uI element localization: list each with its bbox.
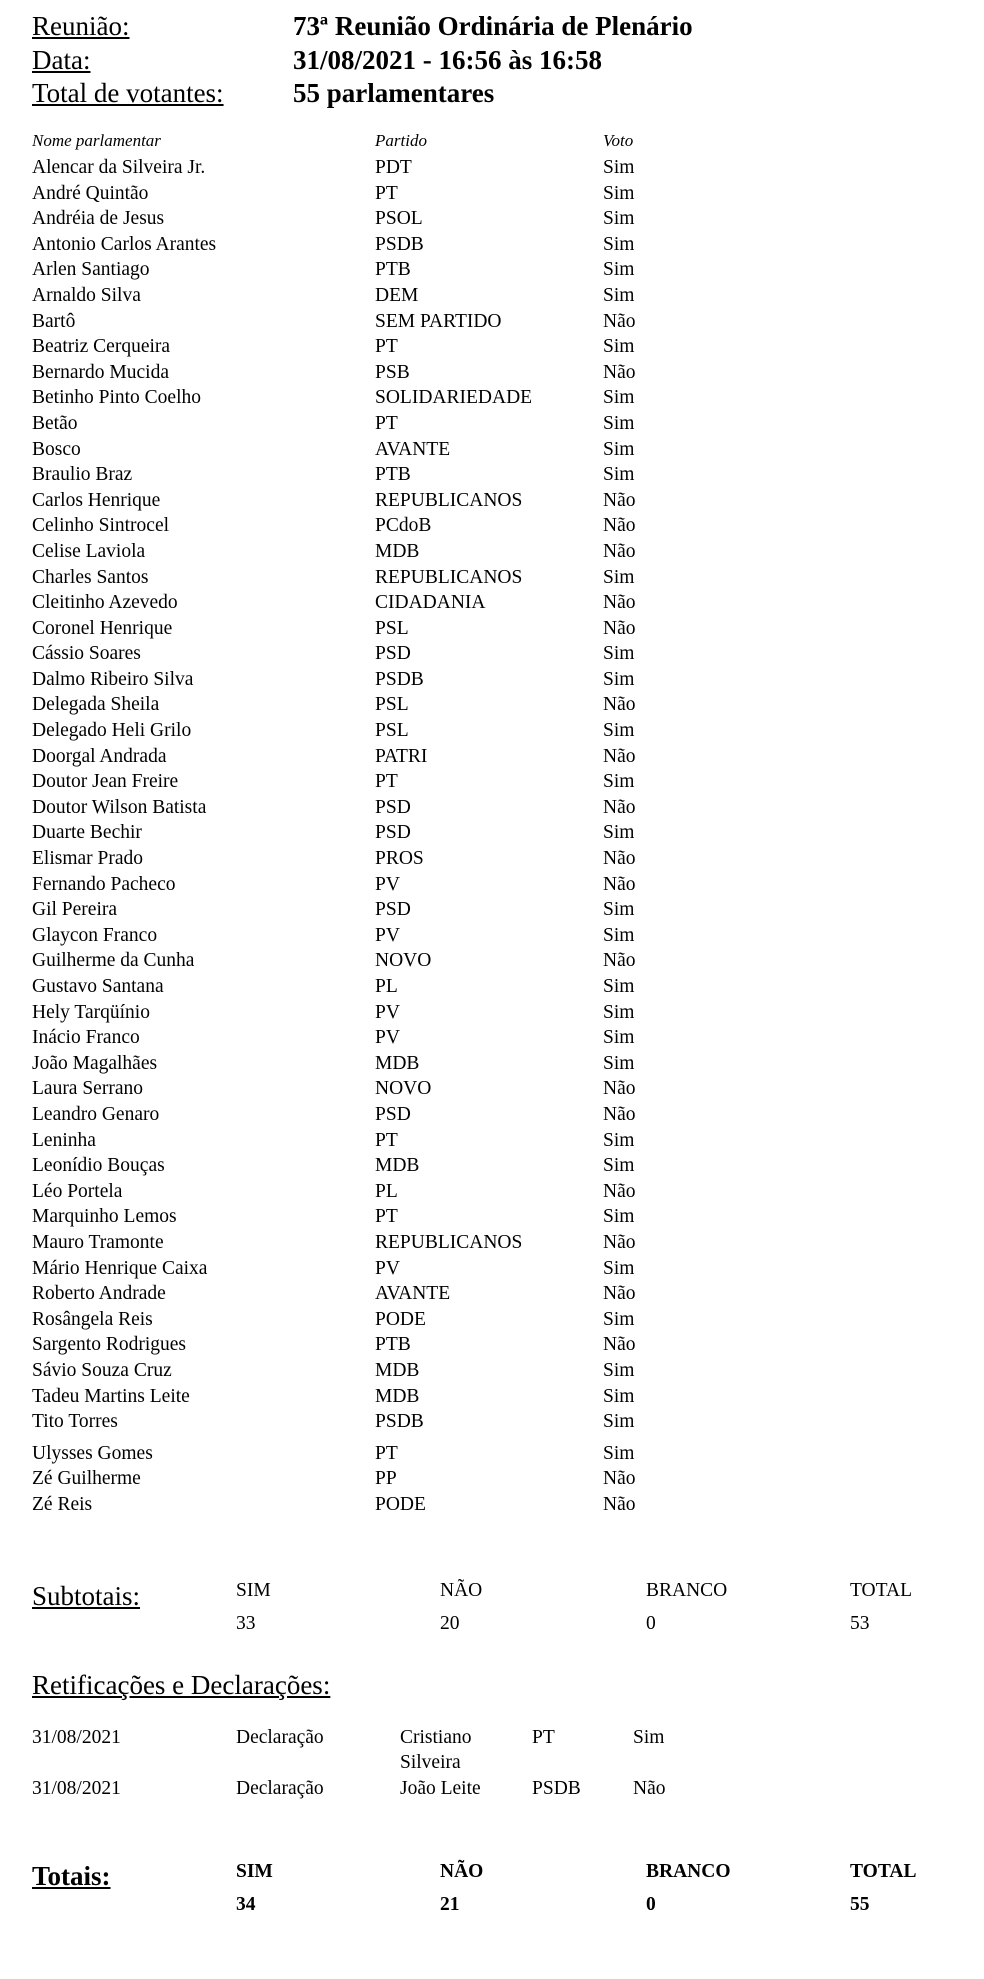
parlamentar-name: Mauro Tramonte: [32, 1231, 164, 1253]
parlamentar-name: Charles Santos: [32, 566, 149, 588]
partido: PDT: [375, 157, 412, 178]
partido: PSL: [375, 694, 409, 716]
table-row: [32, 1384, 732, 1410]
subtotais-header-branco: BRANCO: [646, 1580, 728, 1601]
partido: PATRI: [375, 745, 428, 767]
partido: PSDB: [375, 668, 424, 690]
parlamentar-name: Elismar Prado: [32, 848, 144, 870]
table-row: [32, 1000, 732, 1026]
parlamentar-name: Coronel Henrique: [32, 617, 173, 639]
parlamentar-name: Arlen Santiago: [32, 259, 150, 281]
parlamentar-name: Doutor Wilson Batista: [32, 796, 207, 818]
table-row: [32, 1332, 732, 1358]
parlamentar-name: Glaycon Franco: [32, 924, 158, 946]
voto: Não: [603, 310, 636, 332]
table-row: [32, 1102, 732, 1128]
partido: PT: [375, 412, 398, 434]
subtotais-header-sim: SIM: [236, 1580, 271, 1601]
voto: Sim: [603, 1052, 635, 1074]
partido: NOVO: [375, 1078, 432, 1100]
parlamentar-name: Antonio Carlos Arantes: [32, 233, 217, 255]
voto: Sim: [603, 1442, 635, 1464]
partido: MDB: [375, 540, 420, 562]
voto: Não: [603, 694, 636, 716]
table-row: [32, 1179, 732, 1205]
table-row: [32, 1358, 732, 1384]
declaration-date: 31/08/2021: [32, 1727, 121, 1748]
table-row: [32, 769, 732, 795]
voto: Não: [603, 873, 636, 895]
parlamentar-name: Cleitinho Azevedo: [32, 592, 178, 614]
parlamentar-name: Gustavo Santana: [32, 976, 164, 997]
subtotais-value-branco: 0: [646, 1613, 656, 1634]
table-header: [32, 131, 732, 153]
partido: PT: [375, 1129, 398, 1151]
parlamentar-name: Inácio Franco: [32, 1027, 140, 1049]
voto: Sim: [603, 412, 635, 434]
partido: PT: [375, 1206, 398, 1228]
partido: PV: [375, 1001, 400, 1023]
table-row: [32, 1025, 732, 1051]
voto: Sim: [603, 182, 635, 204]
data-label: Data:: [32, 45, 91, 75]
partido: AVANTE: [375, 438, 451, 460]
table-row: [32, 1307, 732, 1333]
table-row: [32, 488, 732, 514]
voto: Sim: [603, 976, 635, 997]
parlamentar-name: Mário Henrique Caixa: [32, 1257, 208, 1279]
parlamentar-name: Carlos Henrique: [32, 489, 161, 511]
partido: REPUBLICANOS: [375, 566, 523, 588]
voto: Sim: [603, 771, 635, 793]
voto: Não: [603, 1334, 636, 1356]
table-row: [32, 1076, 732, 1102]
votes-table: [32, 155, 732, 1517]
voto: Não: [603, 1283, 636, 1305]
parlamentar-name: Betão: [32, 412, 78, 434]
table-row: [32, 948, 732, 974]
parlamentar-name: Alencar da Silveira Jr.: [32, 157, 206, 178]
declaration-name: Cristiano Silveira: [400, 1727, 472, 1773]
declaration-party: PT: [532, 1727, 555, 1748]
declaration-date: 31/08/2021: [32, 1778, 121, 1799]
subtotais-header-total: TOTAL: [850, 1580, 912, 1601]
declaration-type: Declaração: [236, 1778, 324, 1799]
partido: PL: [375, 976, 398, 997]
table-row: [32, 334, 732, 360]
voto: Sim: [603, 1385, 635, 1407]
voto: Sim: [603, 1129, 635, 1151]
voto: Sim: [603, 387, 635, 409]
parlamentar-name: Cássio Soares: [32, 643, 141, 665]
voto: Não: [603, 540, 636, 562]
table-row: [32, 257, 732, 283]
parlamentar-name: Bosco: [32, 438, 81, 460]
parlamentar-name: Delegada Sheila: [32, 694, 160, 716]
table-row: [32, 513, 732, 539]
voto: Sim: [603, 643, 635, 665]
parlamentar-name: Marquinho Lemos: [32, 1206, 177, 1228]
parlamentar-name: Ulysses Gomes: [32, 1442, 153, 1464]
voto: Não: [603, 950, 636, 972]
parlamentar-name: Laura Serrano: [32, 1078, 143, 1100]
partido: PV: [375, 1257, 400, 1279]
partido: PSOL: [375, 208, 423, 230]
voto: Sim: [603, 284, 635, 306]
parlamentar-name: Hely Tarqüínio: [32, 1001, 150, 1023]
table-row: [32, 155, 732, 181]
table-row: [32, 1128, 732, 1154]
declaration-type: Declaração: [236, 1727, 324, 1748]
voto: Sim: [603, 336, 635, 358]
table-row: [32, 897, 732, 923]
parlamentar-name: Gil Pereira: [32, 899, 118, 921]
partido: PL: [375, 1180, 398, 1202]
parlamentar-name: Bartô: [32, 310, 76, 332]
voto: Não: [603, 1468, 636, 1490]
parlamentar-name: Arnaldo Silva: [32, 284, 141, 306]
column-header-nome: Nome parlamentar: [32, 131, 161, 150]
table-row: [32, 462, 732, 488]
voto: Não: [603, 617, 636, 639]
partido: PT: [375, 336, 398, 358]
voto: Não: [603, 515, 636, 537]
parlamentar-name: Duarte Bechir: [32, 822, 142, 844]
voto: Sim: [603, 899, 635, 921]
parlamentar-name: Rosângela Reis: [32, 1308, 153, 1330]
declaration-vote: Não: [633, 1778, 666, 1799]
table-row: [32, 1230, 732, 1256]
table-row: [32, 667, 732, 693]
subtotais-value-total: 53: [850, 1613, 870, 1634]
parlamentar-name: Fernando Pacheco: [32, 873, 176, 895]
partido: MDB: [375, 1155, 420, 1177]
voto: Não: [603, 1231, 636, 1253]
voto: Não: [603, 1493, 636, 1515]
totais-value-branco: 0: [646, 1894, 656, 1915]
partido: REPUBLICANOS: [375, 489, 523, 511]
totais-label: Totais:: [32, 1861, 111, 1891]
table-row: [32, 232, 732, 258]
partido: PSD: [375, 643, 411, 665]
voto: Sim: [603, 157, 635, 178]
parlamentar-name: Celinho Sintrocel: [32, 515, 170, 537]
table-row: [32, 206, 732, 232]
data-value: 31/08/2021 - 16:56 às 16:58: [293, 45, 602, 75]
partido: PSD: [375, 822, 411, 844]
parlamentar-name: Celise Laviola: [32, 540, 146, 562]
table-row: [32, 820, 732, 846]
partido: SEM PARTIDO: [375, 310, 502, 332]
partido: PSDB: [375, 1411, 424, 1433]
totais-value-nao: 21: [440, 1894, 460, 1915]
voto: Não: [603, 1180, 636, 1202]
partido: PV: [375, 1027, 400, 1049]
partido: MDB: [375, 1359, 420, 1381]
partido: PSD: [375, 1103, 411, 1125]
parlamentar-name: Braulio Braz: [32, 464, 133, 486]
voto: Sim: [603, 438, 635, 460]
declaration-vote: Sim: [633, 1727, 665, 1748]
voto: Sim: [603, 822, 635, 844]
subtotais-value-nao: 20: [440, 1613, 460, 1634]
table-row: [32, 1256, 732, 1282]
totais-header-total: TOTAL: [850, 1861, 917, 1882]
table-row: [32, 744, 732, 770]
subtotais-value-sim: 33: [236, 1613, 256, 1634]
parlamentar-name: Leonídio Bouças: [32, 1155, 165, 1177]
voto: Sim: [603, 566, 635, 588]
partido: CIDADANIA: [375, 592, 486, 614]
parlamentar-name: João Magalhães: [32, 1052, 158, 1074]
table-row: [32, 181, 732, 207]
table-row: [32, 923, 732, 949]
voto: Sim: [603, 1001, 635, 1023]
parlamentar-name: Guilherme da Cunha: [32, 950, 195, 972]
total-votantes-value: 55 parlamentares: [293, 78, 495, 108]
table-row: [32, 692, 732, 718]
voto: Sim: [603, 1206, 635, 1228]
partido: PSD: [375, 796, 411, 818]
partido: REPUBLICANOS: [375, 1231, 523, 1253]
table-row: [32, 1466, 732, 1492]
partido: PROS: [375, 848, 424, 870]
table-row: [32, 283, 732, 309]
table-row: [32, 795, 732, 821]
parlamentar-name: Zé Guilherme: [32, 1468, 141, 1490]
parlamentar-name: Delegado Heli Grilo: [32, 720, 192, 742]
parlamentar-name: Beatriz Cerqueira: [32, 336, 171, 358]
partido: MDB: [375, 1052, 420, 1074]
partido: AVANTE: [375, 1283, 451, 1305]
voto: Sim: [603, 233, 635, 255]
voto: Não: [603, 796, 636, 818]
partido: PTB: [375, 464, 411, 486]
totais-header-nao: NÃO: [440, 1861, 484, 1882]
table-row: [32, 590, 732, 616]
voto: Não: [603, 848, 636, 870]
table-row: [32, 846, 732, 872]
voto: Sim: [603, 1308, 635, 1330]
partido: PCdoB: [375, 515, 432, 537]
parlamentar-name: André Quintão: [32, 182, 149, 204]
partido: PODE: [375, 1308, 426, 1330]
table-row: [32, 616, 732, 642]
table-row: [32, 641, 732, 667]
total-votantes-label: Total de votantes:: [32, 78, 224, 108]
reuniao-value: 73ª Reunião Ordinária de Plenário: [293, 11, 693, 41]
totais-header-branco: BRANCO: [646, 1861, 731, 1882]
totais-value-sim: 34: [236, 1894, 256, 1915]
parlamentar-name: Sávio Souza Cruz: [32, 1359, 172, 1381]
column-header-voto: Voto: [603, 131, 634, 150]
parlamentar-name: Léo Portela: [32, 1180, 123, 1202]
partido: PSB: [375, 361, 410, 383]
totais-value-total: 55: [850, 1894, 870, 1915]
parlamentar-name: Doorgal Andrada: [32, 745, 167, 767]
parlamentar-name: Dalmo Ribeiro Silva: [32, 668, 194, 690]
table-row: [32, 872, 732, 898]
table-row: [32, 1409, 732, 1435]
voto: Sim: [603, 1257, 635, 1279]
parlamentar-name: Bernardo Mucida: [32, 361, 169, 383]
totais-header-sim: SIM: [236, 1861, 273, 1882]
partido: PTB: [375, 1334, 411, 1356]
table-row: [32, 1204, 732, 1230]
table-row: [32, 565, 732, 591]
partido: MDB: [375, 1385, 420, 1407]
subtotais-header-nao: NÃO: [440, 1580, 483, 1601]
voto: Sim: [603, 1411, 635, 1433]
reuniao-label: Reunião:: [32, 11, 130, 41]
declaration-party: PSDB: [532, 1778, 581, 1799]
declaration-name: João Leite: [400, 1778, 481, 1799]
table-row: [32, 1492, 732, 1518]
voto: Sim: [603, 1027, 635, 1049]
voto: Sim: [603, 924, 635, 946]
parlamentar-name: Doutor Jean Freire: [32, 771, 179, 793]
parlamentar-name: Roberto Andrade: [32, 1283, 166, 1305]
voto: Não: [603, 489, 636, 511]
partido: PT: [375, 1442, 398, 1464]
table-row: [32, 1051, 732, 1077]
voto: Sim: [603, 668, 635, 690]
table-row: [32, 718, 732, 744]
voto: Não: [603, 1078, 636, 1100]
parlamentar-name: Betinho Pinto Coelho: [32, 387, 202, 409]
partido: SOLIDARIEDADE: [375, 387, 533, 409]
partido: PSL: [375, 720, 409, 742]
partido: DEM: [375, 284, 419, 306]
table-row: [32, 437, 732, 463]
table-row: [32, 974, 732, 1000]
column-header-partido: Partido: [375, 131, 427, 150]
partido: PSD: [375, 899, 411, 921]
parlamentar-name: Leninha: [32, 1129, 96, 1151]
partido: NOVO: [375, 950, 432, 972]
table-row: [32, 1153, 732, 1179]
parlamentar-name: Tito Torres: [32, 1411, 118, 1433]
table-row: [32, 360, 732, 386]
partido: PT: [375, 182, 398, 204]
partido: PT: [375, 771, 398, 793]
partido: PV: [375, 873, 400, 895]
voto: Sim: [603, 1155, 635, 1177]
subtotais-label: Subtotais:: [32, 1581, 141, 1611]
retificacoes-label: Retificações e Declarações:: [32, 1670, 331, 1700]
voto: Não: [603, 1103, 636, 1125]
voto: Não: [603, 361, 636, 383]
parlamentar-name: Andréia de Jesus: [32, 208, 165, 230]
table-row: [32, 385, 732, 411]
voto: Sim: [603, 720, 635, 742]
table-row: [32, 1281, 732, 1307]
voto: Sim: [603, 464, 635, 486]
partido: PTB: [375, 259, 411, 281]
partido: PSDB: [375, 233, 424, 255]
table-row: [32, 411, 732, 437]
table-row: [32, 539, 732, 565]
table-row: [32, 1441, 732, 1467]
partido: PV: [375, 924, 400, 946]
parlamentar-name: Sargento Rodrigues: [32, 1334, 187, 1356]
parlamentar-name: Zé Reis: [32, 1493, 93, 1515]
voto: Sim: [603, 208, 635, 230]
table-row: [32, 309, 732, 335]
voto: Não: [603, 592, 636, 614]
parlamentar-name: Leandro Genaro: [32, 1103, 160, 1125]
voto: Sim: [603, 259, 635, 281]
voto: Não: [603, 745, 636, 767]
voto: Sim: [603, 1359, 635, 1381]
partido: PP: [375, 1468, 397, 1490]
partido: PODE: [375, 1493, 426, 1515]
parlamentar-name: Tadeu Martins Leite: [32, 1385, 190, 1407]
partido: PSL: [375, 617, 409, 639]
